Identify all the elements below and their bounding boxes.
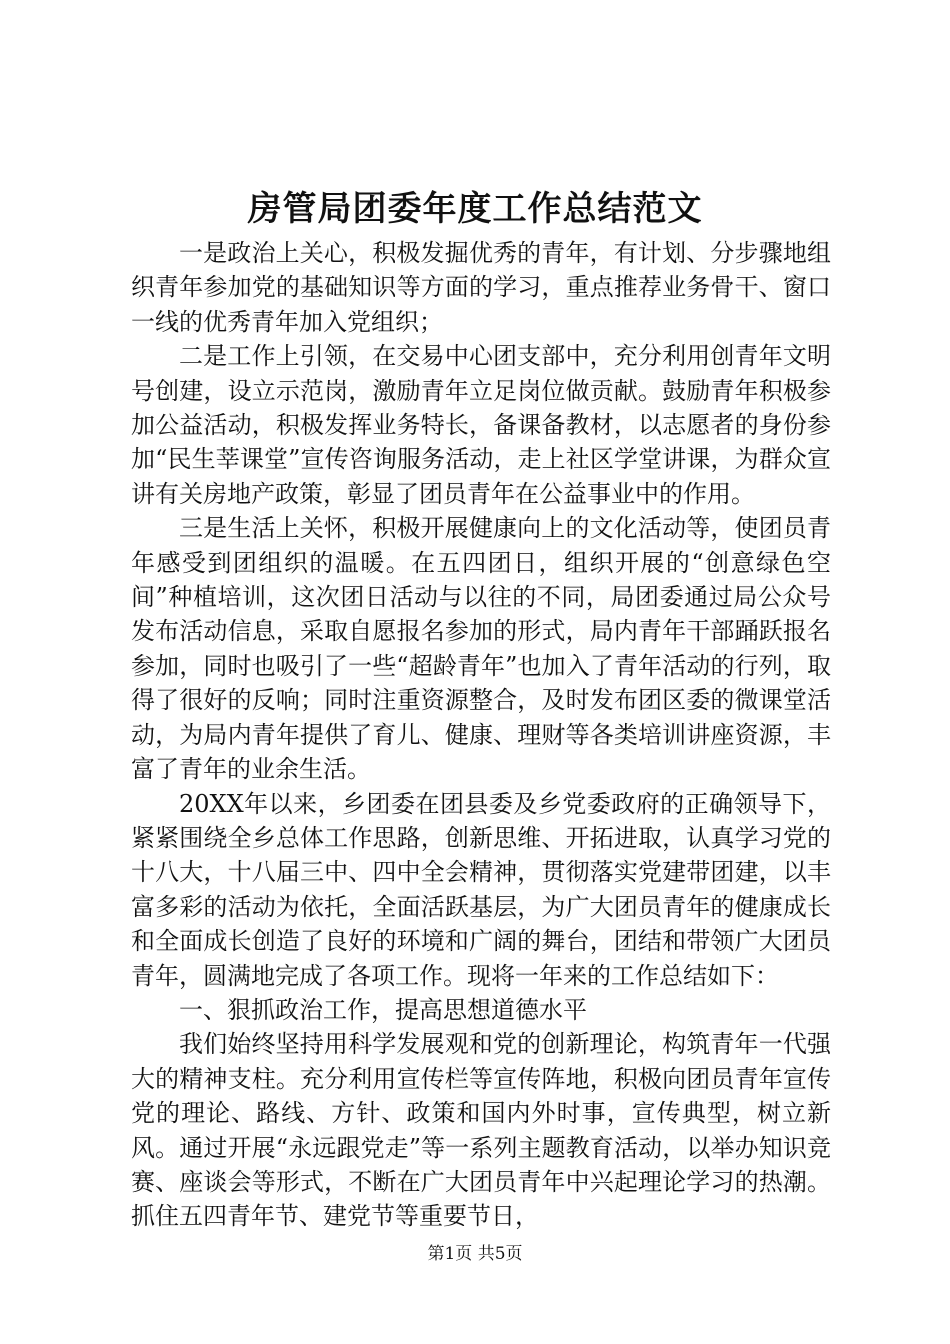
document-body xyxy=(131,236,831,1234)
document-title: 房管局团委年度工作总结范文 xyxy=(247,189,703,229)
paragraph-2: 二是工作上引领，在交易中心团支部中，充分利用创青年文明号创建，设立示范岗，激励青年立足岗位做贡献。鼓励青年积极参加公益活动，积极发挥业务特长，备课备教材，以志愿者的身份参加“民生莘课堂”宣传咨询服务活动，走上社区学堂讲课，为群众宣讲有关房地产政策，彰显了团员青年在公益事业中的作用。 xyxy=(131,342,831,508)
paragraph-3: 三是生活上关怀，积极开展健康向上的文化活动等，使团员青年感受到团组织的温暖。在五四团日，组织开展的“创意绿色空间”种植培训，这次团日活动与以往的不同，局团委通过局公众号发布活动信息，采取自愿报名参加的形式，局内青年干部踊跃报名参加，同时也吸引了一些“超龄青年”也加入了青年活动的行列，取得了很好的反响；同时注重资源整合，及时发布团区委的微课堂活动，为局内青年提供了育儿、健康、理财等各类培训讲座资源，丰富了青年的业余生活。 xyxy=(131,514,831,784)
page-footer: 第1页 共5页 xyxy=(427,1244,523,1264)
paragraph-4: 20XX年以来，乡团委在团县委及乡党委政府的正确领导下，紧紧围绕全乡总体工作思路，创新思维、开拓进取，认真学习党的十八大，十八届三中、四中全会精神，贯彻落实党建带团建，以丰富多彩的活动为依托，全面活跃基层，为广大团员青年的健康成长和全面成长创造了良好的环境和广阔的舞台，团结和带领广大团员青年，圆满地完成了各项工作。现将一年来的工作总结如下： xyxy=(131,789,831,990)
section-heading-1: 一、狠抓政治工作，提高思想道德水平 xyxy=(179,995,587,1024)
paragraph-5: 我们始终坚持用科学发展观和党的创新理论，构筑青年一代强大的精神支柱。充分利用宣传栏等宣传阵地，积极向团员青年宣传党的理论、路线、方针、政策和国内外时事，宣传典型，树立新风。通过开展“永远跟党走”等一系列主题教育活动，以举办知识竞赛、座谈会等形式，不断在广大团员青年中兴起理论学习的热潮。抓住五四青年节、建党节等重要节日， xyxy=(131,1030,831,1231)
paragraph-1: 一是政治上关心，积极发掘优秀的青年，有计划、分步骤地组织青年参加党的基础知识等方面的学习，重点推荐业务骨干、窗口一线的优秀青年加入党组织； xyxy=(131,239,831,336)
